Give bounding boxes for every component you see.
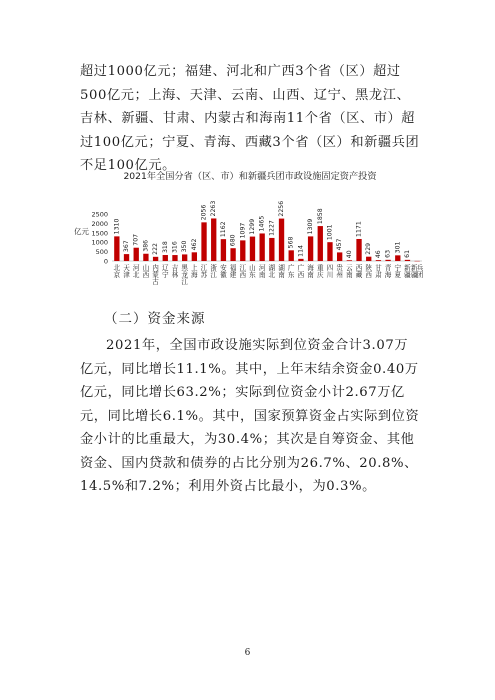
category-label: 安徽 xyxy=(220,264,227,279)
page-number: 6 xyxy=(244,648,251,658)
category-label: 天津 xyxy=(123,264,130,279)
category-label: 青海 xyxy=(384,264,392,279)
category-label: 江苏 xyxy=(200,264,208,279)
data-label: 1171 xyxy=(355,221,363,237)
data-label: 568 xyxy=(287,236,295,249)
category-label: 广东 xyxy=(287,264,295,279)
bar-西藏 xyxy=(356,239,361,261)
data-label: 318 xyxy=(161,241,169,254)
data-label: 229 xyxy=(365,242,373,255)
bar-山东 xyxy=(250,237,255,261)
y-axis-label: 亿元 xyxy=(74,227,89,236)
data-label: 40 xyxy=(345,250,353,259)
bar-云南 xyxy=(347,260,352,261)
category-label: 黑龙江 xyxy=(181,264,188,286)
category-label: 西藏 xyxy=(355,264,363,279)
bar-北京 xyxy=(114,236,119,261)
bar-江西 xyxy=(240,240,245,261)
category-label: 宁夏 xyxy=(394,264,402,279)
data-label: 350 xyxy=(181,240,189,253)
bar-陕西 xyxy=(366,257,371,261)
category-label: 辽宁 xyxy=(161,264,169,279)
data-label: 680 xyxy=(229,234,237,247)
data-label: 1465 xyxy=(258,215,266,232)
bar-山西 xyxy=(143,254,148,261)
data-label: 1309 xyxy=(307,218,315,235)
category-label: 福建 xyxy=(229,264,237,279)
category-label: 甘肃 xyxy=(375,264,382,279)
data-label: 2056 xyxy=(200,204,208,221)
bar-河南 xyxy=(259,233,264,261)
category-label: 陕西 xyxy=(365,264,373,279)
category-label: 贵州 xyxy=(336,264,343,279)
y-tick-label: 1500 xyxy=(91,229,108,238)
data-label: 1001 xyxy=(326,224,334,241)
y-tick-label: 2000 xyxy=(91,219,108,228)
data-label: 462 xyxy=(190,238,198,251)
category-label: 河南 xyxy=(258,264,266,279)
bar-黑龙江 xyxy=(182,254,187,261)
category-label: 山东 xyxy=(249,264,256,279)
bar-浙江 xyxy=(211,218,216,261)
data-label: 63 xyxy=(384,249,392,258)
data-label: 707 xyxy=(132,233,140,246)
category-label: 上海 xyxy=(191,264,198,279)
bar-海南 xyxy=(308,236,313,261)
category-label: 新疆 xyxy=(404,264,411,279)
bar-重庆 xyxy=(318,226,323,261)
bar-河北 xyxy=(134,248,139,261)
category-label: 江西 xyxy=(239,264,247,279)
data-label: 2263 xyxy=(210,200,218,217)
funding-paragraph: 2021年，全国市政设施实际到位资金合计3.07万亿元，同比增长11.1%。其中，上年末结余资金0.40万亿元，同比增长63.2%；实际到位资金小计2.67万亿元，同比增长6.1%。其中，国家预算资金占实际到位资金小计的比重最大，为30.4%；其次是自筹资金、其他资金、国内贷款和债券的占比分别为26.7%、20.8%、14.5%和7.2%；利用外资占比最小，为0.3%。 xyxy=(80,338,420,494)
bar-广西 xyxy=(298,259,303,261)
data-label: 1162 xyxy=(219,221,227,238)
data-label: 457 xyxy=(336,238,344,251)
investment-bar-chart xyxy=(60,186,440,296)
bar-贵州 xyxy=(337,252,342,261)
category-label: 广西 xyxy=(297,264,305,279)
category-label: 北京 xyxy=(113,264,121,279)
data-label: 46 xyxy=(374,250,382,259)
bar-四川 xyxy=(327,242,332,261)
data-label: 1310 xyxy=(113,218,121,235)
data-label: 61 xyxy=(403,249,411,258)
y-tick-label: 2500 xyxy=(91,210,108,219)
data-label: 114 xyxy=(297,245,305,257)
category-label: 内蒙古 xyxy=(152,264,159,286)
bar-辽宁 xyxy=(163,255,168,261)
data-label: 2256 xyxy=(278,200,286,217)
category-label: 吉林 xyxy=(171,264,179,279)
category-label: 河北 xyxy=(132,264,140,279)
category-label: 浙江 xyxy=(210,264,218,279)
data-label: 1097 xyxy=(239,222,247,239)
category-label: 湖北 xyxy=(268,264,276,279)
bar-天津 xyxy=(124,254,129,261)
bar-青海 xyxy=(385,260,390,261)
data-label: 301 xyxy=(394,241,402,254)
data-label: 316 xyxy=(171,241,179,254)
bar-湖北 xyxy=(269,238,274,261)
y-tick-label: 1000 xyxy=(91,238,108,247)
bar-甘肃 xyxy=(376,260,381,261)
bar-上海 xyxy=(192,252,197,261)
bar-江苏 xyxy=(201,222,206,261)
y-tick-label: 0 xyxy=(103,257,108,266)
category-label: 山西 xyxy=(142,264,150,279)
data-label: 1858 xyxy=(316,208,324,225)
data-label: 1227 xyxy=(268,220,276,236)
category-label: 新疆兵团 xyxy=(410,264,424,279)
bar-广东 xyxy=(289,250,294,261)
intro-paragraph: 超过1000亿元；福建、河北和广西3个省（区）超过500亿元；上海、天津、云南、山西、辽宁、黑龙江、吉林、新疆、甘肃、内蒙古和海南11个省（区、市）超过100亿元；宁夏、青海、西藏3个省（区）和新疆兵团不足100亿元。 xyxy=(80,64,420,173)
data-label: 386 xyxy=(142,239,150,252)
bar-宁夏 xyxy=(395,255,400,261)
chart-title: 2021年全国分省（区、市）和新疆兵团市政设施固定资产投资 xyxy=(123,171,377,182)
data-label: 1299 xyxy=(248,218,256,235)
category-label: 四川 xyxy=(326,264,334,279)
bar-新疆 xyxy=(405,260,410,261)
y-tick-label: 500 xyxy=(95,248,108,257)
category-label: 湖南 xyxy=(278,264,285,279)
category-label: 云南 xyxy=(346,264,353,279)
bar-吉林 xyxy=(172,255,177,261)
bar-福建 xyxy=(230,248,235,261)
category-label: 海南 xyxy=(307,264,314,279)
bar-内蒙古 xyxy=(153,257,158,261)
data-label: 367 xyxy=(123,240,131,253)
bar-安徽 xyxy=(221,239,226,261)
section-heading: （二）资金来源 xyxy=(104,311,206,327)
category-label: 重庆 xyxy=(316,264,324,279)
bar-湖南 xyxy=(279,219,284,261)
data-label: 222 xyxy=(152,243,160,255)
